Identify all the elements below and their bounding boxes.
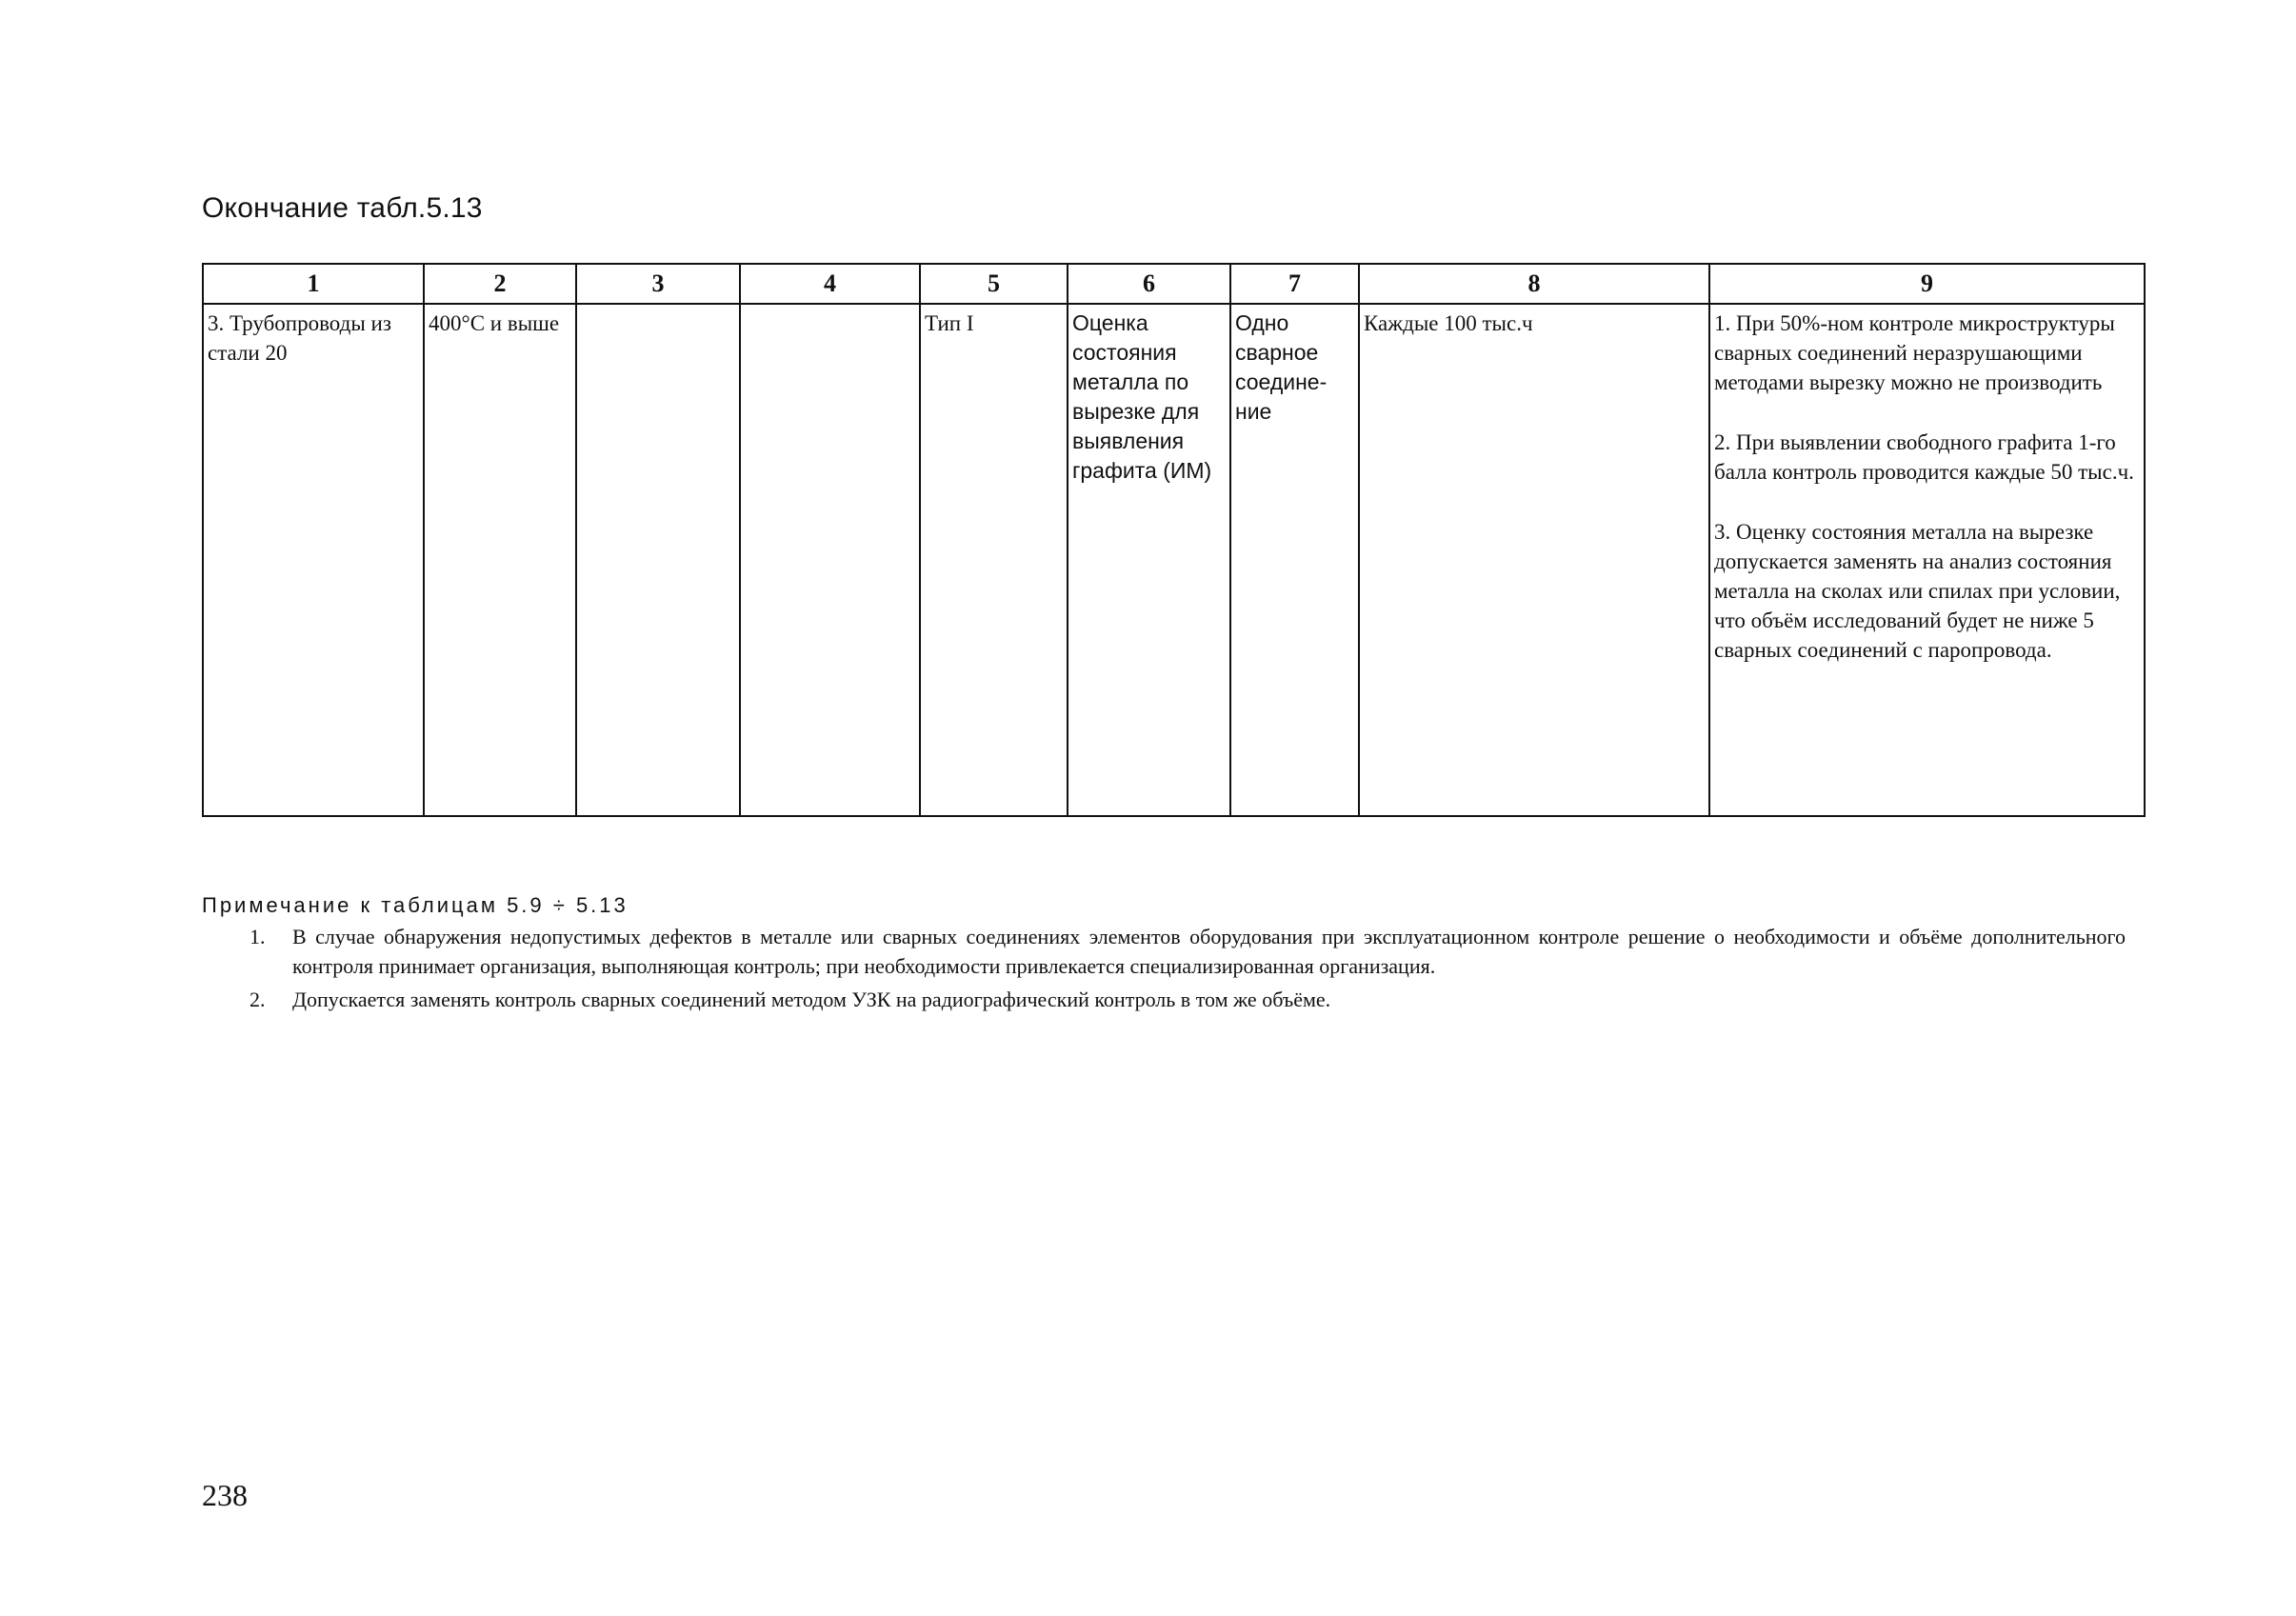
cell-col3 xyxy=(576,304,740,816)
col-header-1: 1 xyxy=(203,264,424,304)
cell-remarks xyxy=(1709,304,2145,816)
note-number: 1. xyxy=(250,925,266,948)
col-header-8: 8 xyxy=(1359,264,1709,304)
table-caption: Окончание табл.5.13 xyxy=(202,192,483,224)
notes-title: Примечание к таблицам 5.9 ÷ 5.13 xyxy=(202,893,629,917)
remark-3: 3. Оценку состояния металла на вырезке допускается заменять на анализ состояния металла на сколах или спилах при условии, что объём исследований будет не ниже 5 сварных соединений с паропровода. xyxy=(1714,520,2121,662)
col-header-2: 2 xyxy=(424,264,576,304)
cell-object: 3. Трубопроводы из стали 20 xyxy=(203,304,424,816)
cell-period: Каждые 100 тыс.ч xyxy=(1359,304,1709,816)
cell-method: Оценка состояния металла по вырезке для выявления графита (ИМ) xyxy=(1068,304,1230,816)
header-row xyxy=(203,264,2145,304)
cell-scope: Одно сварное соедине-ние xyxy=(1230,304,1359,816)
list-item xyxy=(202,922,2126,981)
col-header-5: 5 xyxy=(920,264,1068,304)
cell-temperature: 400°С и выше xyxy=(424,304,576,816)
notes-list xyxy=(202,922,2126,1014)
remark-2: 2. При выявлении свободного графита 1-го балла контроль проводится каждые 50 тыс.ч. xyxy=(1714,430,2134,484)
list-item xyxy=(202,985,2126,1014)
data-table xyxy=(202,263,2146,817)
note-text: Допускается заменять контроль сварных соединений методом УЗК на радиографический контроль в том же объёме. xyxy=(292,988,1331,1011)
col-header-7: 7 xyxy=(1230,264,1359,304)
col-header-4: 4 xyxy=(740,264,920,304)
col-header-3: 3 xyxy=(576,264,740,304)
page-number: 238 xyxy=(202,1478,248,1512)
cell-col4 xyxy=(740,304,920,816)
table-row xyxy=(203,304,2145,816)
col-header-9: 9 xyxy=(1709,264,2145,304)
note-text: В случае обнаружения недопустимых дефектов в металле или сварных соединениях элементов оборудования при эксплуатационном контроле решение о необходимости и объёме дополнительного контроля принимает организация, выполняющая контроль; при необходимости привлекается специализированная организация. xyxy=(292,925,2126,978)
cell-type: Тип I xyxy=(920,304,1068,816)
notes-section xyxy=(202,893,2126,1018)
note-number: 2. xyxy=(250,988,266,1011)
col-header-6: 6 xyxy=(1068,264,1230,304)
remark-1: 1. При 50%-ном контроле микроструктуры сварных соединений неразрушающими методами вырезку можно не производить xyxy=(1714,311,2115,394)
